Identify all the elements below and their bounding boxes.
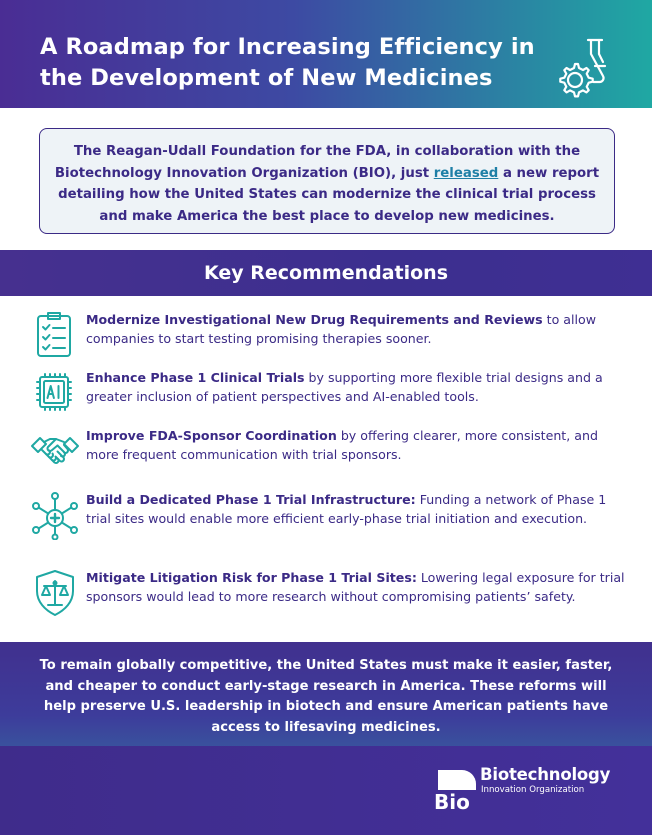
bio-logo[interactable] [432,764,632,816]
intro-text-before: The Reagan-Udall Foundation for the FDA, in collaboration with the Biotechnology Innovation Organization (BIO), just [54,144,581,181]
bio-logo-mark-icon [432,768,478,812]
bio-logo-text: Bio [434,790,470,812]
recommendation-body: by offering clearer, more consistent, and more frequent communication with trial sponsors. [86,428,598,462]
shield-scales-icon [30,568,80,618]
recommendation-text [86,426,626,464]
header-banner [0,0,652,108]
recommendation-body: by supporting more flexible trial designs and a greater inclusion of patient perspectives and AI-enabled tools. [86,370,603,404]
closing-statement: To remain globally competitive, the United States must make it easier, faster, and cheaper to conduct early-stage research in America. These reforms will help preserve U.S. leadership in biotech and ensure American patients have access to lifesaving medicines. [39,658,613,735]
checklist-clipboard-icon [30,310,80,360]
recommendation-body: to allow companies to start testing promising therapies sooner. [86,312,597,346]
recommendation-heading: Mitigate Litigation Risk for Phase 1 Trial Sites: [86,570,417,585]
recommendation-text [86,490,626,528]
medical-network-icon [30,490,80,540]
section-title: Key Recommendations [203,262,449,284]
recommendation-text [86,568,626,606]
recommendation-heading: Improve FDA-Sponsor Coordination [86,428,337,443]
intro-text-after: a new report detailing how the United States can modernize the clinical trial process and make America the best place to develop new medicines. [58,165,600,224]
intro-callout [39,128,615,234]
handshake-icon [30,426,80,476]
recommendation-body: Funding a network of Phase 1 trial sites would enable more efficient early-phase trial initiation and execution. [86,492,607,526]
bio-logo-name: Biotechnology [480,765,611,784]
ai-chip-icon [30,368,80,418]
released-link[interactable]: released [433,165,499,181]
recommendation-heading: Modernize Investigational New Drug Requirements and Reviews [86,312,543,327]
section-band [0,250,652,296]
recommendation-heading: Enhance Phase 1 Clinical Trials [86,370,305,385]
bio-logo-subtitle: Innovation Organization [481,785,585,795]
recommendation-text [86,368,626,406]
recommendation-text [86,310,626,348]
flask-gear-icon [550,34,618,102]
recommendation-body: Lowering legal exposure for trial sponsors would lead to more research without compromising patients’ safety. [86,570,625,604]
intro-paragraph [54,141,600,227]
recommendation-heading: Build a Dedicated Phase 1 Trial Infrastructure: [86,492,416,507]
page-title: A Roadmap for Increasing Efficiency in the Development of New Medicines [40,34,535,91]
